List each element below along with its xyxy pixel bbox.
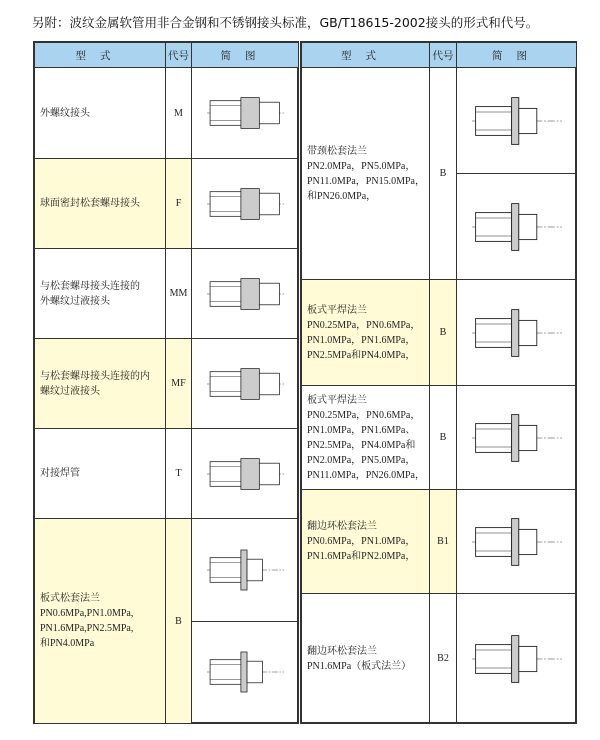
fitting-diagram-icon <box>207 642 284 702</box>
row-type: 板式平焊法兰 PN0.25MPa，PN0.6MPa， PN1.0MPa，PN1.6MPa、 PN2.5MPa，PN4.0MPa和 PN2.0MPa，PN5.0MPa， PN11.0MPa，PN26.0MPa， <box>302 386 430 490</box>
row-code: B2 <box>430 594 457 724</box>
row-diagram <box>192 159 299 249</box>
row-type: 翻边环松套法兰 PN1.6MPa（板式法兰） <box>302 594 430 724</box>
fitting-diagram-icon <box>472 408 562 468</box>
row-diagram <box>457 386 577 490</box>
row-diagram <box>192 429 299 519</box>
row-type: 带颈松套法兰 PN2.0MPa，PN5.0MPa， PN11.0MPa，PN15.0MPa， 和PN26.0MPa， <box>302 68 430 280</box>
row-diagram <box>192 339 299 429</box>
header-diagram: 简图 <box>457 43 577 68</box>
row-code: B <box>166 519 192 724</box>
page-title: 另附：波纹金属软管用非合金钢和不锈钢接头标准，GB/T18615-2002接头的形式和代号。 <box>32 15 539 30</box>
row-code: F <box>166 159 192 249</box>
row-type: 与松套螺母接头连接的内 螺纹过液接头 <box>35 339 166 429</box>
row-diagram <box>457 280 577 386</box>
row-type: 对接焊管 <box>35 429 166 519</box>
row-code: M <box>166 68 192 159</box>
fitting-diagram-icon <box>207 444 284 504</box>
left-table <box>33 41 299 724</box>
row-code: B <box>430 386 457 490</box>
row-diagram <box>192 622 299 725</box>
fitting-diagram-icon <box>207 83 284 143</box>
fitting-diagram-icon <box>207 264 284 324</box>
header-type: 型式 <box>35 43 166 68</box>
fitting-diagram-icon <box>472 512 562 572</box>
row-diagram <box>192 519 299 622</box>
fitting-diagram-icon <box>207 540 284 600</box>
row-diagram <box>192 249 299 339</box>
row-type: 外螺纹接头 <box>35 68 166 159</box>
header-code: 代号 <box>166 43 192 68</box>
row-diagram <box>457 174 577 280</box>
fitting-diagram-icon <box>472 629 562 689</box>
fitting-diagram-icon <box>472 197 562 257</box>
row-code: B <box>430 280 457 386</box>
row-type: 与松套螺母接头连接的 外螺纹过液接头 <box>35 249 166 339</box>
header-diagram: 简图 <box>192 43 299 68</box>
row-code: MM <box>166 249 192 339</box>
header-type: 型式 <box>302 43 430 68</box>
row-type: 板式松套法兰 PN0.6MPa,PN1.0MPa, PN1.6MPa,PN2.5MPa, 和PN4.0MPa <box>35 519 166 724</box>
row-type: 球面密封松套螺母接头 <box>35 159 166 249</box>
fitting-diagram-icon <box>472 303 562 363</box>
row-diagram <box>457 594 577 724</box>
row-diagram <box>192 68 299 159</box>
row-code: T <box>166 429 192 519</box>
row-code: B <box>430 68 457 280</box>
row-type: 板式平焊法兰 PN0.25MPa，PN0.6MPa， PN1.0MPa，PN1.6MPa， PN2.5MPa和PN4.0MPa， <box>302 280 430 386</box>
right-table <box>300 41 577 724</box>
row-type: 翻边环松套法兰 PN0.6MPa，PN1.0MPa， PN1.6MPa和PN2.0MPa， <box>302 490 430 594</box>
fitting-diagram-icon <box>207 354 284 414</box>
fitting-diagram-icon <box>472 91 562 151</box>
fitting-diagram-icon <box>207 174 284 234</box>
row-diagram <box>457 68 577 174</box>
row-diagram <box>457 490 577 594</box>
row-code: B1 <box>430 490 457 594</box>
header-code: 代号 <box>430 43 457 68</box>
row-code: MF <box>166 339 192 429</box>
